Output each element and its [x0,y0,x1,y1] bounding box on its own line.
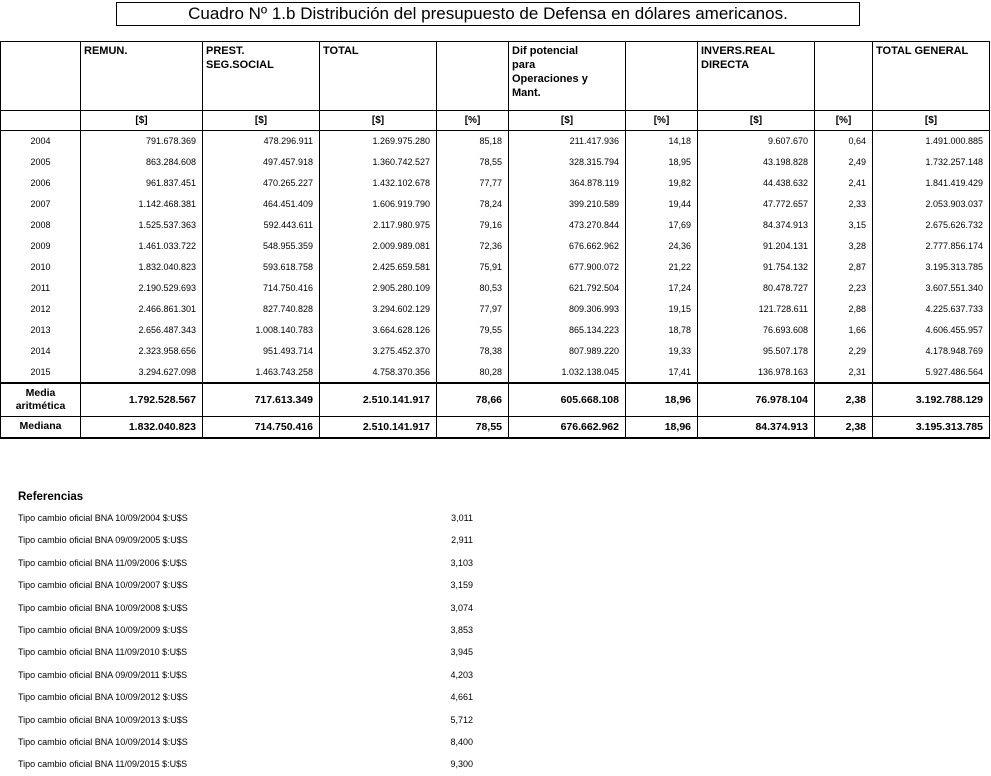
stat-value: 76.978.104 [698,383,815,417]
value-cell: 807.989.220 [509,341,626,362]
table-row [1,152,990,173]
reference-item [18,753,488,775]
references-list [18,507,488,776]
stat-value: 3.192.788.129 [873,383,990,417]
value-cell: 1.841.419.429 [873,173,990,194]
unit-cell [1,111,81,131]
value-cell: 2.117.980.975 [320,215,437,236]
table-row [1,362,990,383]
value-cell: 1.461.033.722 [81,236,203,257]
reference-label: Tipo cambio oficial BNA 10/09/2012 $:U$S [18,692,188,703]
stat-label: Mediana [1,417,81,438]
unit-cell: [%] [437,111,509,131]
reference-label: Tipo cambio oficial BNA 10/09/2013 $:U$S [18,714,188,725]
table-row [1,173,990,194]
value-cell: 3.275.452.370 [320,341,437,362]
value-cell: 18,78 [626,320,698,341]
unit-cell: [$] [698,111,815,131]
value-cell: 2,31 [815,362,873,383]
value-cell: 78,24 [437,194,509,215]
value-cell: 593.618.758 [203,257,320,278]
value-cell: 19,44 [626,194,698,215]
stat-value: 1.792.528.567 [81,383,203,417]
stat-value: 18,96 [626,383,698,417]
value-cell: 865.134.223 [509,320,626,341]
value-cell: 3.294.602.129 [320,299,437,320]
reference-item [18,597,488,619]
column-header [1,42,81,111]
value-cell: 2.777.856.174 [873,236,990,257]
value-cell: 18,95 [626,152,698,173]
value-cell: 4.758.370.356 [320,362,437,383]
value-cell: 17,41 [626,362,698,383]
reference-item [18,552,488,574]
value-cell: 17,69 [626,215,698,236]
value-cell: 5.927.486.564 [873,362,990,383]
reference-item [18,641,488,663]
value-cell: 951.493.714 [203,341,320,362]
unit-cell: [%] [626,111,698,131]
table-row [1,320,990,341]
reference-label: Tipo cambio oficial BNA 11/09/2006 $:U$S [18,557,188,568]
unit-cell: [$] [320,111,437,131]
value-cell: 2.675.626.732 [873,215,990,236]
value-cell: 47.772.657 [698,194,815,215]
value-cell: 2,29 [815,341,873,362]
value-cell: 78,38 [437,341,509,362]
reference-value: 8,400 [450,736,473,747]
value-cell: 91.754.132 [698,257,815,278]
reference-value: 3,011 [451,513,473,523]
header-row [1,42,990,111]
reference-label: Tipo cambio oficial BNA 11/09/2015 $:U$S [18,759,188,770]
value-cell: 80,28 [437,362,509,383]
year-cell: 2005 [1,152,81,173]
column-header: Dif potencial para Operaciones y Mant. [509,42,626,111]
value-cell: 2.656.487.343 [81,320,203,341]
value-cell: 85,18 [437,131,509,152]
reference-value: 2,911 [451,535,473,546]
reference-item [18,731,488,753]
value-cell: 3,28 [815,236,873,257]
stat-label: Media aritmética [1,383,81,417]
value-cell: 473.270.844 [509,215,626,236]
value-cell: 1.032.138.045 [509,362,626,383]
value-cell: 80.478.727 [698,278,815,299]
stat-value: 2,38 [815,383,873,417]
reference-item [18,664,488,686]
reference-value: 9,300 [450,759,473,770]
value-cell: 17,24 [626,278,698,299]
stat-value: 1.832.040.823 [81,417,203,438]
stat-value: 676.662.962 [509,417,626,438]
value-cell: 2.053.903.037 [873,194,990,215]
value-cell: 1.732.257.148 [873,152,990,173]
column-header: TOTAL GENERAL [873,42,990,111]
column-header: REMUN. [81,42,203,111]
value-cell: 399.210.589 [509,194,626,215]
stat-value: 2.510.141.917 [320,417,437,438]
year-cell: 2004 [1,131,81,152]
stat-value: 2.510.141.917 [320,383,437,417]
reference-item [18,507,488,529]
value-cell: 2.425.659.581 [320,257,437,278]
year-cell: 2012 [1,299,81,320]
year-cell: 2006 [1,173,81,194]
value-cell: 1,66 [815,320,873,341]
value-cell: 592.443.611 [203,215,320,236]
unit-cell: [$] [873,111,990,131]
value-cell: 1.269.975.280 [320,131,437,152]
column-header: INVERS.REAL DIRECTA [698,42,815,111]
value-cell: 0,64 [815,131,873,152]
value-cell: 1.432.102.678 [320,173,437,194]
value-cell: 4.225.637.733 [873,299,990,320]
reference-value: 3,103 [450,557,473,568]
value-cell: 43.198.828 [698,152,815,173]
value-cell: 2.466.861.301 [81,299,203,320]
reference-item [18,686,488,708]
reference-label: Tipo cambio oficial BNA 09/09/2005 $:U$S [18,535,188,546]
value-cell: 676.662.962 [509,236,626,257]
value-cell: 211.417.936 [509,131,626,152]
value-cell: 1.463.743.258 [203,362,320,383]
table-body [1,42,990,438]
year-cell: 2013 [1,320,81,341]
reference-value: 4,203 [450,669,473,680]
mean-row [1,383,990,417]
value-cell: 2,49 [815,152,873,173]
table-row [1,278,990,299]
value-cell: 2.323.958.656 [81,341,203,362]
value-cell: 1.491.000.885 [873,131,990,152]
value-cell: 961.837.451 [81,173,203,194]
unit-cell: [$] [81,111,203,131]
reference-label: Tipo cambio oficial BNA 11/09/2010 $:U$S [18,647,188,658]
stat-value: 84.374.913 [698,417,815,438]
median-row [1,417,990,438]
column-header [815,42,873,111]
reference-value: 3,853 [450,624,473,635]
value-cell: 2.905.280.109 [320,278,437,299]
value-cell: 1.525.537.363 [81,215,203,236]
value-cell: 677.900.072 [509,257,626,278]
reference-label: Tipo cambio oficial BNA 10/09/2009 $:U$S [18,624,188,635]
value-cell: 2,41 [815,173,873,194]
value-cell: 4.606.455.957 [873,320,990,341]
value-cell: 77,77 [437,173,509,194]
reference-label: Tipo cambio oficial BNA 09/09/2011 $:U$S [18,669,188,680]
reference-value: 4,661 [450,692,473,703]
stat-value: 605.668.108 [509,383,626,417]
column-header [626,42,698,111]
value-cell: 714.750.416 [203,278,320,299]
value-cell: 2.190.529.693 [81,278,203,299]
value-cell: 364.878.119 [509,173,626,194]
value-cell: 470.265.227 [203,173,320,194]
value-cell: 3.664.628.126 [320,320,437,341]
year-cell: 2015 [1,362,81,383]
unit-cell: [%] [815,111,873,131]
reference-value: 3,159 [450,580,473,591]
value-cell: 80,53 [437,278,509,299]
reference-item [18,529,488,551]
reference-value: 3,945 [450,647,473,658]
stat-value: 717.613.349 [203,383,320,417]
value-cell: 14,18 [626,131,698,152]
stat-value: 2,38 [815,417,873,438]
table-row [1,215,990,236]
year-cell: 2008 [1,215,81,236]
reference-label: Tipo cambio oficial BNA 10/09/2014 $:U$S [18,736,188,747]
year-cell: 2011 [1,278,81,299]
table-row [1,257,990,278]
value-cell: 121.728.611 [698,299,815,320]
year-cell: 2009 [1,236,81,257]
value-cell: 79,55 [437,320,509,341]
reference-item [18,619,488,641]
value-cell: 863.284.608 [81,152,203,173]
table-row [1,194,990,215]
reference-value: 3,074 [450,602,473,613]
value-cell: 19,15 [626,299,698,320]
value-cell: 2,33 [815,194,873,215]
column-header: TOTAL [320,42,437,111]
value-cell: 1.008.140.783 [203,320,320,341]
unit-cell: [$] [509,111,626,131]
value-cell: 2,88 [815,299,873,320]
value-cell: 1.832.040.823 [81,257,203,278]
value-cell: 2,23 [815,278,873,299]
stat-value: 714.750.416 [203,417,320,438]
table-row [1,236,990,257]
units-row [1,111,990,131]
value-cell: 3.607.551.340 [873,278,990,299]
value-cell: 2.009.989.081 [320,236,437,257]
table-row [1,341,990,362]
year-cell: 2007 [1,194,81,215]
value-cell: 91.204.131 [698,236,815,257]
value-cell: 1.606.919.790 [320,194,437,215]
value-cell: 328.315.794 [509,152,626,173]
table-row [1,299,990,320]
value-cell: 1.360.742.527 [320,152,437,173]
value-cell: 19,82 [626,173,698,194]
references-section [18,487,488,776]
value-cell: 809.306.993 [509,299,626,320]
value-cell: 72,36 [437,236,509,257]
value-cell: 621.792.504 [509,278,626,299]
column-header [437,42,509,111]
reference-label: Tipo cambio oficial BNA 10/09/2008 $:U$S [18,602,188,613]
value-cell: 2,87 [815,257,873,278]
value-cell: 4.178.948.769 [873,341,990,362]
budget-table [0,41,990,439]
value-cell: 77,97 [437,299,509,320]
reference-item [18,709,488,731]
table-title: Cuadro Nº 1.b Distribución del presupuesto de Defensa en dólares americanos. [116,2,860,26]
reference-label: Tipo cambio oficial BNA 10/09/2004 $:U$S [18,513,188,523]
value-cell: 21,22 [626,257,698,278]
unit-cell: [$] [203,111,320,131]
value-cell: 84.374.913 [698,215,815,236]
value-cell: 9.607.670 [698,131,815,152]
reference-label: Tipo cambio oficial BNA 10/09/2007 $:U$S [18,580,188,591]
value-cell: 44.438.632 [698,173,815,194]
value-cell: 95.507.178 [698,341,815,362]
value-cell: 3,15 [815,215,873,236]
value-cell: 136.978.163 [698,362,815,383]
reference-item [18,574,488,596]
value-cell: 827.740.828 [203,299,320,320]
references-heading: Referencias [18,491,84,503]
year-cell: 2014 [1,341,81,362]
table-row [1,131,990,152]
value-cell: 478.296.911 [203,131,320,152]
value-cell: 497.457.918 [203,152,320,173]
value-cell: 548.955.359 [203,236,320,257]
stat-value: 3.195.313.785 [873,417,990,438]
value-cell: 791.678.369 [81,131,203,152]
value-cell: 1.142.468.381 [81,194,203,215]
value-cell: 79,16 [437,215,509,236]
column-header: PREST. SEG.SOCIAL [203,42,320,111]
value-cell: 464.451.409 [203,194,320,215]
value-cell: 19,33 [626,341,698,362]
value-cell: 3.195.313.785 [873,257,990,278]
value-cell: 78,55 [437,152,509,173]
reference-value: 5,712 [450,714,473,725]
year-cell: 2010 [1,257,81,278]
value-cell: 75,91 [437,257,509,278]
stat-value: 18,96 [626,417,698,438]
value-cell: 3.294.627.098 [81,362,203,383]
stat-value: 78,66 [437,383,509,417]
stat-value: 78,55 [437,417,509,438]
value-cell: 76.693.608 [698,320,815,341]
value-cell: 24,36 [626,236,698,257]
